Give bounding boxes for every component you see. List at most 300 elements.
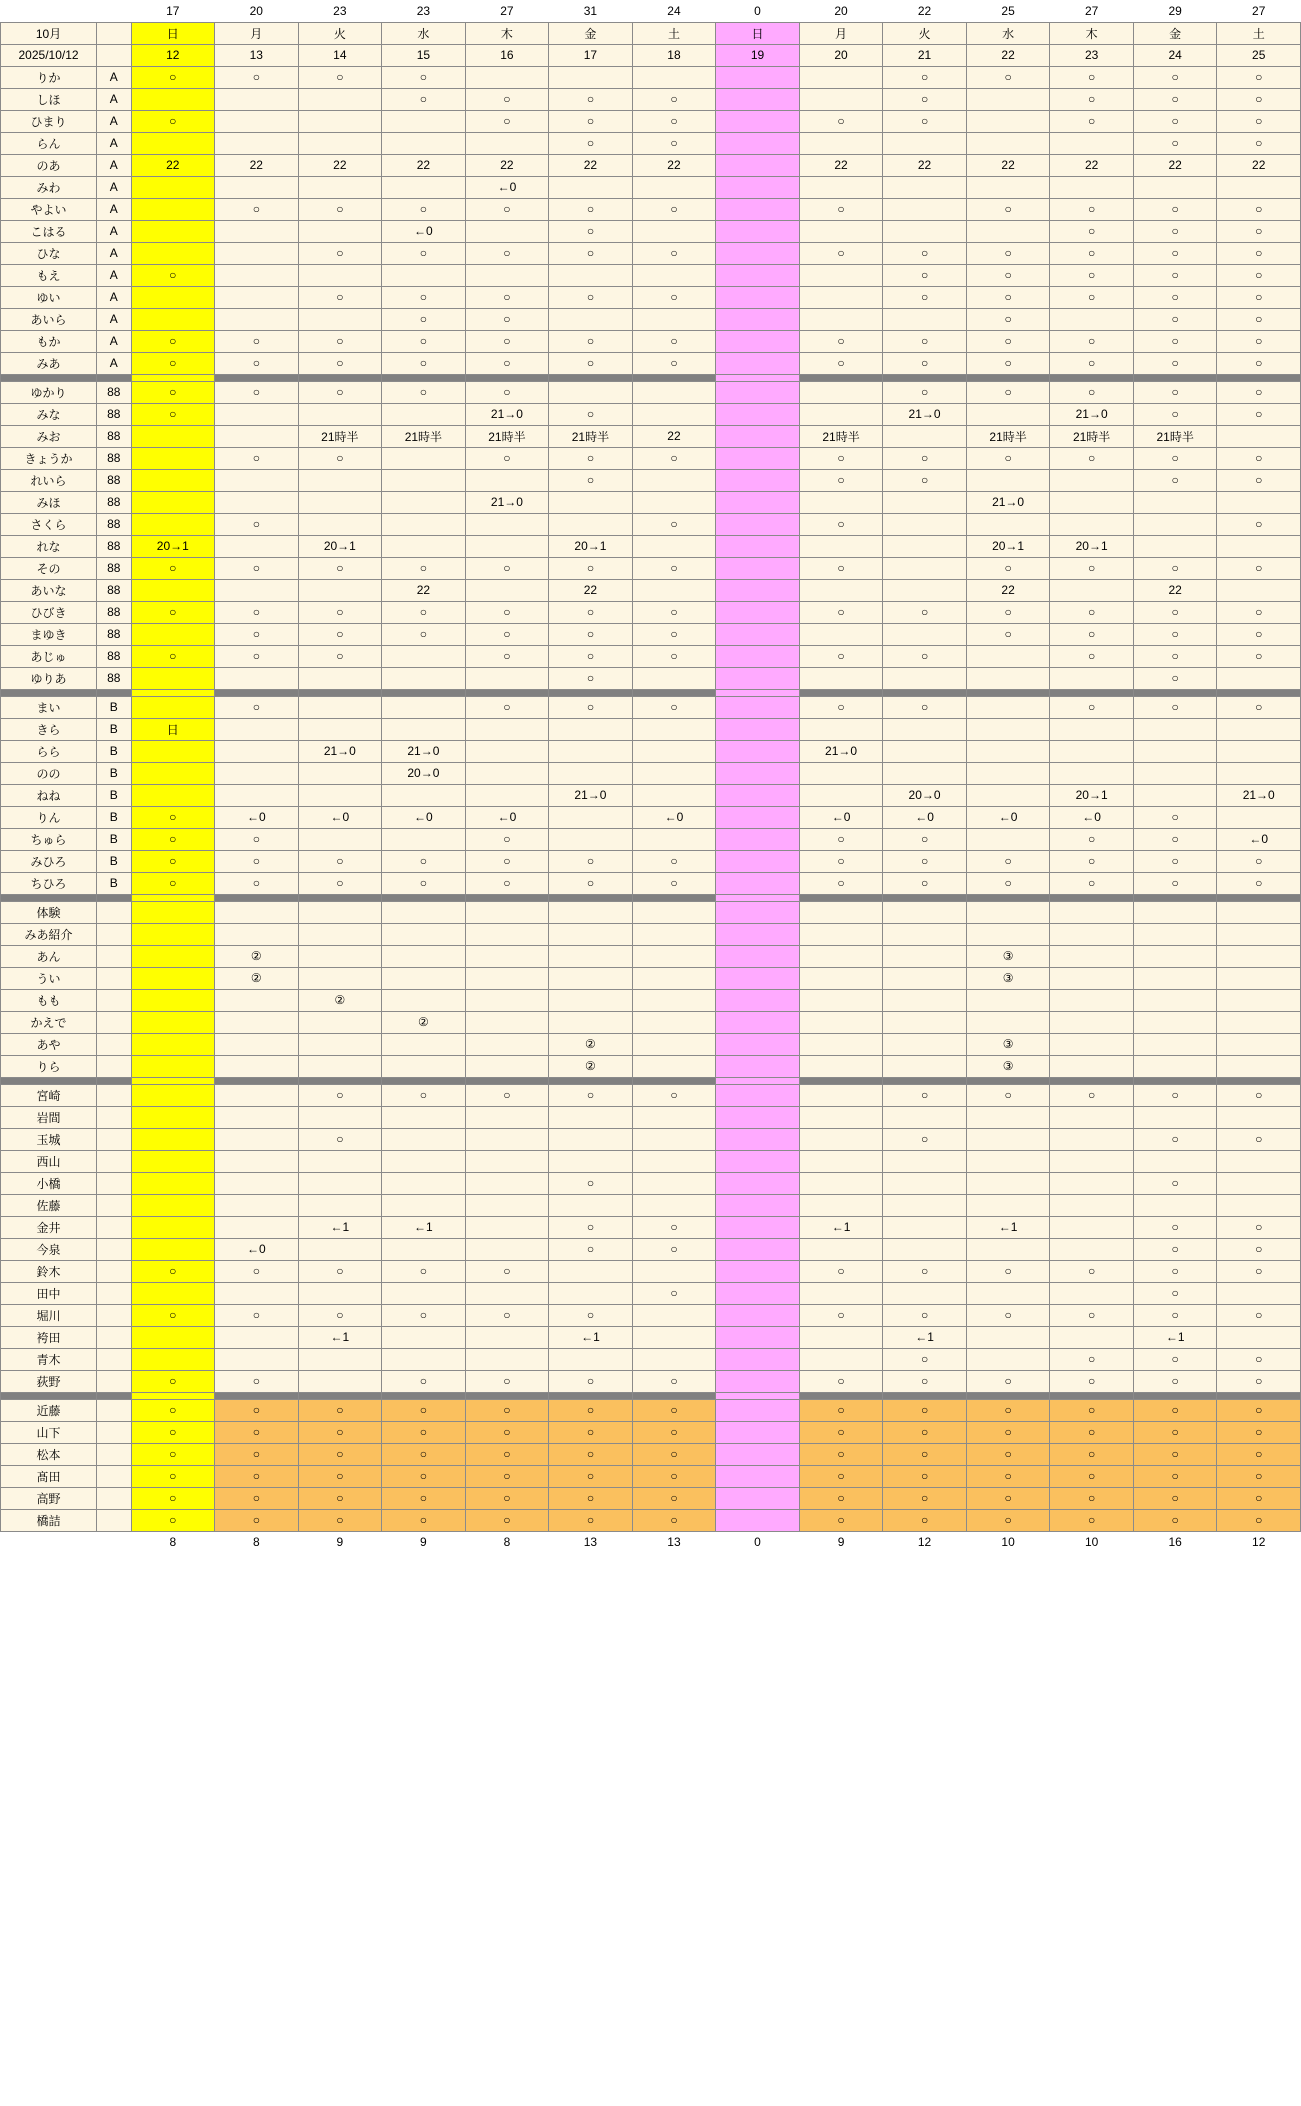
schedule-cell[interactable] <box>716 1443 800 1465</box>
schedule-cell[interactable] <box>1217 1150 1301 1172</box>
schedule-cell[interactable] <box>799 535 883 557</box>
schedule-cell[interactable]: ○ <box>131 601 215 623</box>
schedule-cell[interactable] <box>382 1055 466 1077</box>
schedule-cell[interactable]: 22 <box>1133 154 1217 176</box>
schedule-cell[interactable]: ○ <box>1050 352 1134 374</box>
schedule-cell[interactable] <box>1133 967 1217 989</box>
schedule-cell[interactable] <box>799 1033 883 1055</box>
schedule-cell[interactable]: ○ <box>1133 220 1217 242</box>
schedule-cell[interactable]: ○ <box>382 242 466 264</box>
schedule-cell[interactable]: ○ <box>966 352 1050 374</box>
schedule-cell[interactable] <box>716 806 800 828</box>
schedule-cell[interactable]: ○ <box>1217 352 1301 374</box>
schedule-cell[interactable]: ○ <box>382 1084 466 1106</box>
schedule-cell[interactable] <box>799 264 883 286</box>
schedule-cell[interactable] <box>966 901 1050 923</box>
schedule-cell[interactable] <box>298 579 382 601</box>
schedule-cell[interactable]: ○ <box>799 198 883 220</box>
schedule-cell[interactable]: 20→1 <box>966 535 1050 557</box>
schedule-cell[interactable] <box>716 989 800 1011</box>
schedule-cell[interactable] <box>799 66 883 88</box>
schedule-cell[interactable] <box>716 1106 800 1128</box>
schedule-cell[interactable]: ○ <box>632 1399 716 1421</box>
schedule-cell[interactable] <box>131 923 215 945</box>
schedule-cell[interactable] <box>799 1011 883 1033</box>
schedule-cell[interactable] <box>1050 1033 1134 1055</box>
schedule-cell[interactable]: ○ <box>1217 403 1301 425</box>
schedule-cell[interactable] <box>716 447 800 469</box>
schedule-cell[interactable] <box>382 923 466 945</box>
schedule-cell[interactable]: ○ <box>1217 308 1301 330</box>
schedule-cell[interactable] <box>1050 1011 1134 1033</box>
schedule-cell[interactable]: 22 <box>465 154 549 176</box>
schedule-cell[interactable]: ○ <box>549 623 633 645</box>
schedule-cell[interactable] <box>298 1282 382 1304</box>
schedule-cell[interactable]: ○ <box>1050 1370 1134 1392</box>
schedule-cell[interactable]: ○ <box>465 1443 549 1465</box>
schedule-cell[interactable]: ○ <box>1050 66 1134 88</box>
schedule-cell[interactable] <box>632 901 716 923</box>
schedule-cell[interactable]: ○ <box>1133 1421 1217 1443</box>
schedule-cell[interactable]: ○ <box>1217 513 1301 535</box>
schedule-cell[interactable] <box>716 110 800 132</box>
schedule-cell[interactable]: ○ <box>382 66 466 88</box>
schedule-cell[interactable] <box>632 1194 716 1216</box>
schedule-cell[interactable]: ○ <box>465 1084 549 1106</box>
schedule-cell[interactable]: ○ <box>382 1465 466 1487</box>
schedule-cell[interactable]: ○ <box>131 1304 215 1326</box>
schedule-cell[interactable] <box>549 1011 633 1033</box>
schedule-cell[interactable] <box>799 1194 883 1216</box>
schedule-cell[interactable] <box>215 1216 299 1238</box>
schedule-cell[interactable] <box>382 264 466 286</box>
schedule-cell[interactable]: ○ <box>1133 264 1217 286</box>
schedule-cell[interactable]: ○ <box>131 1370 215 1392</box>
schedule-cell[interactable] <box>382 718 466 740</box>
schedule-cell[interactable] <box>883 718 967 740</box>
schedule-cell[interactable] <box>298 718 382 740</box>
schedule-cell[interactable] <box>632 762 716 784</box>
schedule-cell[interactable]: ○ <box>215 1487 299 1509</box>
schedule-cell[interactable]: ←0 <box>215 1238 299 1260</box>
schedule-cell[interactable] <box>632 784 716 806</box>
schedule-cell[interactable] <box>716 1282 800 1304</box>
schedule-cell[interactable] <box>966 132 1050 154</box>
schedule-cell[interactable] <box>1050 469 1134 491</box>
schedule-cell[interactable]: ○ <box>1050 1260 1134 1282</box>
schedule-cell[interactable] <box>883 967 967 989</box>
schedule-cell[interactable] <box>883 901 967 923</box>
schedule-cell[interactable]: ○ <box>799 1465 883 1487</box>
schedule-cell[interactable]: ○ <box>382 557 466 579</box>
schedule-cell[interactable] <box>465 1172 549 1194</box>
schedule-cell[interactable]: ○ <box>883 352 967 374</box>
schedule-cell[interactable]: ○ <box>1050 696 1134 718</box>
schedule-cell[interactable]: ○ <box>1133 1084 1217 1106</box>
schedule-cell[interactable]: ○ <box>382 1487 466 1509</box>
schedule-cell[interactable] <box>799 286 883 308</box>
schedule-cell[interactable]: ○ <box>1217 381 1301 403</box>
schedule-cell[interactable] <box>298 264 382 286</box>
schedule-cell[interactable]: ○ <box>1050 88 1134 110</box>
schedule-cell[interactable] <box>799 579 883 601</box>
schedule-cell[interactable]: ○ <box>799 696 883 718</box>
schedule-cell[interactable] <box>465 132 549 154</box>
schedule-cell[interactable]: ○ <box>465 872 549 894</box>
schedule-cell[interactable]: ○ <box>382 381 466 403</box>
schedule-cell[interactable]: ○ <box>799 1370 883 1392</box>
schedule-cell[interactable] <box>215 1282 299 1304</box>
schedule-cell[interactable] <box>298 696 382 718</box>
schedule-cell[interactable] <box>883 557 967 579</box>
schedule-cell[interactable]: ○ <box>465 286 549 308</box>
schedule-cell[interactable] <box>215 1084 299 1106</box>
schedule-cell[interactable]: ○ <box>382 88 466 110</box>
schedule-cell[interactable]: ○ <box>1217 1348 1301 1370</box>
schedule-cell[interactable]: ○ <box>632 286 716 308</box>
schedule-cell[interactable]: ○ <box>632 696 716 718</box>
schedule-cell[interactable]: ○ <box>298 872 382 894</box>
schedule-cell[interactable]: ○ <box>632 447 716 469</box>
schedule-cell[interactable]: ○ <box>549 1172 633 1194</box>
schedule-cell[interactable] <box>1050 901 1134 923</box>
schedule-cell[interactable]: ○ <box>465 308 549 330</box>
schedule-cell[interactable]: ○ <box>465 110 549 132</box>
schedule-cell[interactable]: 21時半 <box>465 425 549 447</box>
schedule-cell[interactable]: ○ <box>1133 557 1217 579</box>
schedule-cell[interactable] <box>382 110 466 132</box>
schedule-cell[interactable] <box>382 901 466 923</box>
schedule-cell[interactable]: ○ <box>131 872 215 894</box>
schedule-cell[interactable] <box>966 1326 1050 1348</box>
schedule-cell[interactable] <box>215 425 299 447</box>
schedule-cell[interactable]: ○ <box>549 132 633 154</box>
schedule-cell[interactable]: ○ <box>1133 850 1217 872</box>
schedule-cell[interactable]: ○ <box>883 1421 967 1443</box>
schedule-cell[interactable] <box>716 872 800 894</box>
schedule-cell[interactable]: ○ <box>1133 645 1217 667</box>
schedule-cell[interactable] <box>716 1370 800 1392</box>
schedule-cell[interactable]: ○ <box>883 66 967 88</box>
schedule-cell[interactable] <box>549 1150 633 1172</box>
schedule-cell[interactable]: ○ <box>298 1421 382 1443</box>
schedule-cell[interactable] <box>298 1348 382 1370</box>
schedule-cell[interactable] <box>298 667 382 689</box>
schedule-cell[interactable] <box>1050 176 1134 198</box>
schedule-cell[interactable]: ○ <box>215 623 299 645</box>
schedule-cell[interactable] <box>298 110 382 132</box>
schedule-cell[interactable] <box>131 623 215 645</box>
schedule-cell[interactable]: ○ <box>298 557 382 579</box>
schedule-cell[interactable] <box>966 923 1050 945</box>
schedule-cell[interactable]: ○ <box>382 198 466 220</box>
schedule-cell[interactable] <box>298 308 382 330</box>
schedule-cell[interactable]: ○ <box>465 601 549 623</box>
schedule-cell[interactable] <box>131 286 215 308</box>
schedule-cell[interactable] <box>716 176 800 198</box>
schedule-cell[interactable] <box>382 645 466 667</box>
schedule-cell[interactable]: ○ <box>1133 403 1217 425</box>
schedule-cell[interactable] <box>465 1033 549 1055</box>
schedule-cell[interactable]: ○ <box>382 872 466 894</box>
schedule-cell[interactable] <box>799 1150 883 1172</box>
schedule-cell[interactable]: ○ <box>215 601 299 623</box>
schedule-cell[interactable] <box>465 989 549 1011</box>
schedule-cell[interactable] <box>632 1033 716 1055</box>
schedule-cell[interactable] <box>298 1172 382 1194</box>
schedule-cell[interactable] <box>1217 806 1301 828</box>
schedule-cell[interactable] <box>799 945 883 967</box>
schedule-cell[interactable]: ○ <box>883 850 967 872</box>
schedule-cell[interactable]: ○ <box>1050 623 1134 645</box>
schedule-cell[interactable] <box>1217 1011 1301 1033</box>
schedule-cell[interactable] <box>716 623 800 645</box>
schedule-cell[interactable]: 22 <box>549 579 633 601</box>
schedule-cell[interactable] <box>799 1106 883 1128</box>
schedule-cell[interactable] <box>799 176 883 198</box>
schedule-cell[interactable]: ○ <box>966 66 1050 88</box>
schedule-cell[interactable]: ○ <box>1133 601 1217 623</box>
schedule-cell[interactable]: ○ <box>632 242 716 264</box>
schedule-cell[interactable] <box>131 784 215 806</box>
schedule-cell[interactable] <box>382 491 466 513</box>
schedule-cell[interactable] <box>966 513 1050 535</box>
schedule-cell[interactable]: ○ <box>632 1238 716 1260</box>
schedule-cell[interactable]: ○ <box>1133 469 1217 491</box>
schedule-cell[interactable] <box>298 1238 382 1260</box>
schedule-cell[interactable] <box>465 1194 549 1216</box>
schedule-cell[interactable] <box>1050 667 1134 689</box>
schedule-cell[interactable] <box>1217 967 1301 989</box>
schedule-cell[interactable] <box>465 901 549 923</box>
schedule-cell[interactable]: ○ <box>465 330 549 352</box>
schedule-cell[interactable] <box>131 696 215 718</box>
schedule-cell[interactable]: ○ <box>382 1509 466 1531</box>
schedule-cell[interactable]: 21→0 <box>465 491 549 513</box>
schedule-cell[interactable] <box>131 513 215 535</box>
schedule-cell[interactable] <box>298 1150 382 1172</box>
schedule-cell[interactable] <box>799 1055 883 1077</box>
schedule-cell[interactable] <box>465 667 549 689</box>
schedule-cell[interactable] <box>131 491 215 513</box>
schedule-cell[interactable]: ○ <box>1217 1238 1301 1260</box>
schedule-cell[interactable]: ○ <box>1050 850 1134 872</box>
schedule-cell[interactable]: ○ <box>298 601 382 623</box>
schedule-cell[interactable]: ○ <box>465 1399 549 1421</box>
schedule-cell[interactable] <box>1217 901 1301 923</box>
schedule-cell[interactable]: ○ <box>298 1304 382 1326</box>
schedule-cell[interactable] <box>382 403 466 425</box>
schedule-cell[interactable] <box>465 513 549 535</box>
schedule-cell[interactable]: ○ <box>215 381 299 403</box>
schedule-cell[interactable]: 20→1 <box>549 535 633 557</box>
schedule-cell[interactable] <box>1217 945 1301 967</box>
schedule-cell[interactable] <box>1050 718 1134 740</box>
schedule-cell[interactable]: ○ <box>799 850 883 872</box>
schedule-cell[interactable] <box>382 1033 466 1055</box>
schedule-cell[interactable] <box>716 1238 800 1260</box>
schedule-cell[interactable]: ○ <box>1050 220 1134 242</box>
schedule-cell[interactable]: ○ <box>131 1465 215 1487</box>
schedule-cell[interactable]: ○ <box>883 330 967 352</box>
schedule-cell[interactable]: 22 <box>966 579 1050 601</box>
schedule-cell[interactable] <box>298 1033 382 1055</box>
schedule-cell[interactable]: ○ <box>215 872 299 894</box>
schedule-cell[interactable]: ○ <box>632 513 716 535</box>
schedule-cell[interactable]: ○ <box>1133 1260 1217 1282</box>
schedule-cell[interactable] <box>966 740 1050 762</box>
schedule-cell[interactable]: ○ <box>298 1084 382 1106</box>
schedule-cell[interactable] <box>215 286 299 308</box>
schedule-cell[interactable]: ○ <box>382 1421 466 1443</box>
schedule-cell[interactable]: ○ <box>883 1260 967 1282</box>
schedule-cell[interactable] <box>883 1194 967 1216</box>
schedule-cell[interactable] <box>298 403 382 425</box>
schedule-cell[interactable] <box>966 1172 1050 1194</box>
schedule-cell[interactable] <box>716 1011 800 1033</box>
schedule-cell[interactable] <box>215 242 299 264</box>
schedule-cell[interactable]: ○ <box>382 1260 466 1282</box>
schedule-cell[interactable] <box>1133 1106 1217 1128</box>
schedule-cell[interactable]: ←1 <box>883 1326 967 1348</box>
schedule-cell[interactable] <box>883 513 967 535</box>
schedule-cell[interactable] <box>966 718 1050 740</box>
schedule-cell[interactable] <box>215 88 299 110</box>
schedule-cell[interactable] <box>632 1150 716 1172</box>
schedule-cell[interactable] <box>298 828 382 850</box>
schedule-cell[interactable] <box>215 1348 299 1370</box>
schedule-cell[interactable] <box>1050 1326 1134 1348</box>
schedule-cell[interactable]: 20→0 <box>382 762 466 784</box>
schedule-cell[interactable]: ○ <box>131 264 215 286</box>
schedule-cell[interactable]: 22 <box>382 579 466 601</box>
schedule-cell[interactable]: ○ <box>465 696 549 718</box>
schedule-cell[interactable]: ○ <box>799 330 883 352</box>
schedule-cell[interactable]: 22 <box>298 154 382 176</box>
schedule-cell[interactable] <box>465 762 549 784</box>
schedule-cell[interactable] <box>632 403 716 425</box>
schedule-cell[interactable] <box>131 1238 215 1260</box>
schedule-cell[interactable]: ○ <box>131 1487 215 1509</box>
schedule-cell[interactable]: ○ <box>549 1370 633 1392</box>
schedule-cell[interactable]: ○ <box>1133 1443 1217 1465</box>
schedule-cell[interactable]: ○ <box>966 1421 1050 1443</box>
schedule-cell[interactable] <box>1217 1055 1301 1077</box>
schedule-cell[interactable] <box>215 132 299 154</box>
schedule-cell[interactable]: ○ <box>1050 1465 1134 1487</box>
schedule-cell[interactable]: ○ <box>465 623 549 645</box>
schedule-cell[interactable]: ○ <box>632 330 716 352</box>
schedule-cell[interactable]: ○ <box>1050 381 1134 403</box>
schedule-cell[interactable]: 21→0 <box>966 491 1050 513</box>
schedule-cell[interactable] <box>799 1348 883 1370</box>
schedule-cell[interactable] <box>632 1055 716 1077</box>
schedule-cell[interactable] <box>799 1326 883 1348</box>
schedule-cell[interactable]: ○ <box>632 1282 716 1304</box>
schedule-cell[interactable]: ○ <box>1133 1172 1217 1194</box>
schedule-cell[interactable]: ←0 <box>966 806 1050 828</box>
schedule-cell[interactable]: ○ <box>215 645 299 667</box>
schedule-cell[interactable]: ○ <box>883 1370 967 1392</box>
schedule-cell[interactable] <box>799 784 883 806</box>
schedule-cell[interactable]: ○ <box>1133 1465 1217 1487</box>
schedule-cell[interactable] <box>549 806 633 828</box>
schedule-cell[interactable]: ○ <box>883 828 967 850</box>
schedule-cell[interactable]: ○ <box>1050 110 1134 132</box>
schedule-cell[interactable] <box>465 1282 549 1304</box>
schedule-cell[interactable] <box>1133 740 1217 762</box>
schedule-cell[interactable] <box>549 491 633 513</box>
schedule-cell[interactable]: ○ <box>799 1487 883 1509</box>
schedule-cell[interactable]: ○ <box>465 88 549 110</box>
schedule-cell[interactable]: ○ <box>215 850 299 872</box>
schedule-cell[interactable]: ○ <box>1217 1509 1301 1531</box>
schedule-cell[interactable]: ○ <box>799 872 883 894</box>
schedule-cell[interactable]: ○ <box>465 1304 549 1326</box>
schedule-cell[interactable] <box>716 491 800 513</box>
schedule-cell[interactable] <box>883 1172 967 1194</box>
schedule-cell[interactable]: ○ <box>465 645 549 667</box>
schedule-cell[interactable] <box>549 740 633 762</box>
schedule-cell[interactable]: 22 <box>131 154 215 176</box>
schedule-cell[interactable]: 21→0 <box>1217 784 1301 806</box>
schedule-cell[interactable]: ○ <box>1050 1509 1134 1531</box>
schedule-cell[interactable] <box>131 1216 215 1238</box>
schedule-cell[interactable]: ○ <box>465 828 549 850</box>
schedule-cell[interactable] <box>549 901 633 923</box>
schedule-cell[interactable]: ○ <box>799 645 883 667</box>
schedule-cell[interactable]: ○ <box>215 1370 299 1392</box>
schedule-cell[interactable]: ○ <box>131 66 215 88</box>
schedule-cell[interactable] <box>716 1509 800 1531</box>
schedule-cell[interactable] <box>883 1150 967 1172</box>
schedule-cell[interactable] <box>465 1128 549 1150</box>
schedule-cell[interactable] <box>632 967 716 989</box>
schedule-cell[interactable] <box>966 1282 1050 1304</box>
schedule-cell[interactable] <box>215 579 299 601</box>
schedule-cell[interactable]: ○ <box>382 850 466 872</box>
schedule-cell[interactable]: ○ <box>549 469 633 491</box>
schedule-cell[interactable] <box>632 1128 716 1150</box>
schedule-cell[interactable] <box>131 308 215 330</box>
schedule-cell[interactable]: ○ <box>1133 623 1217 645</box>
schedule-cell[interactable]: ○ <box>799 1421 883 1443</box>
schedule-cell[interactable]: ○ <box>966 381 1050 403</box>
schedule-cell[interactable] <box>382 784 466 806</box>
schedule-cell[interactable] <box>632 989 716 1011</box>
schedule-cell[interactable]: ○ <box>215 1399 299 1421</box>
schedule-cell[interactable] <box>549 828 633 850</box>
schedule-cell[interactable] <box>298 1106 382 1128</box>
schedule-cell[interactable]: ○ <box>549 1487 633 1509</box>
schedule-cell[interactable] <box>716 1194 800 1216</box>
schedule-cell[interactable] <box>1217 1282 1301 1304</box>
schedule-cell[interactable] <box>1133 513 1217 535</box>
schedule-cell[interactable]: ○ <box>1050 330 1134 352</box>
schedule-cell[interactable]: 21→0 <box>799 740 883 762</box>
schedule-cell[interactable] <box>966 1128 1050 1150</box>
schedule-cell[interactable] <box>549 1128 633 1150</box>
schedule-cell[interactable] <box>1217 989 1301 1011</box>
schedule-cell[interactable]: 21時半 <box>382 425 466 447</box>
schedule-cell[interactable] <box>131 1282 215 1304</box>
schedule-cell[interactable]: ○ <box>131 1509 215 1531</box>
schedule-cell[interactable] <box>465 740 549 762</box>
schedule-cell[interactable] <box>1050 308 1134 330</box>
schedule-cell[interactable]: ○ <box>1133 110 1217 132</box>
schedule-cell[interactable] <box>215 923 299 945</box>
schedule-cell[interactable] <box>716 601 800 623</box>
